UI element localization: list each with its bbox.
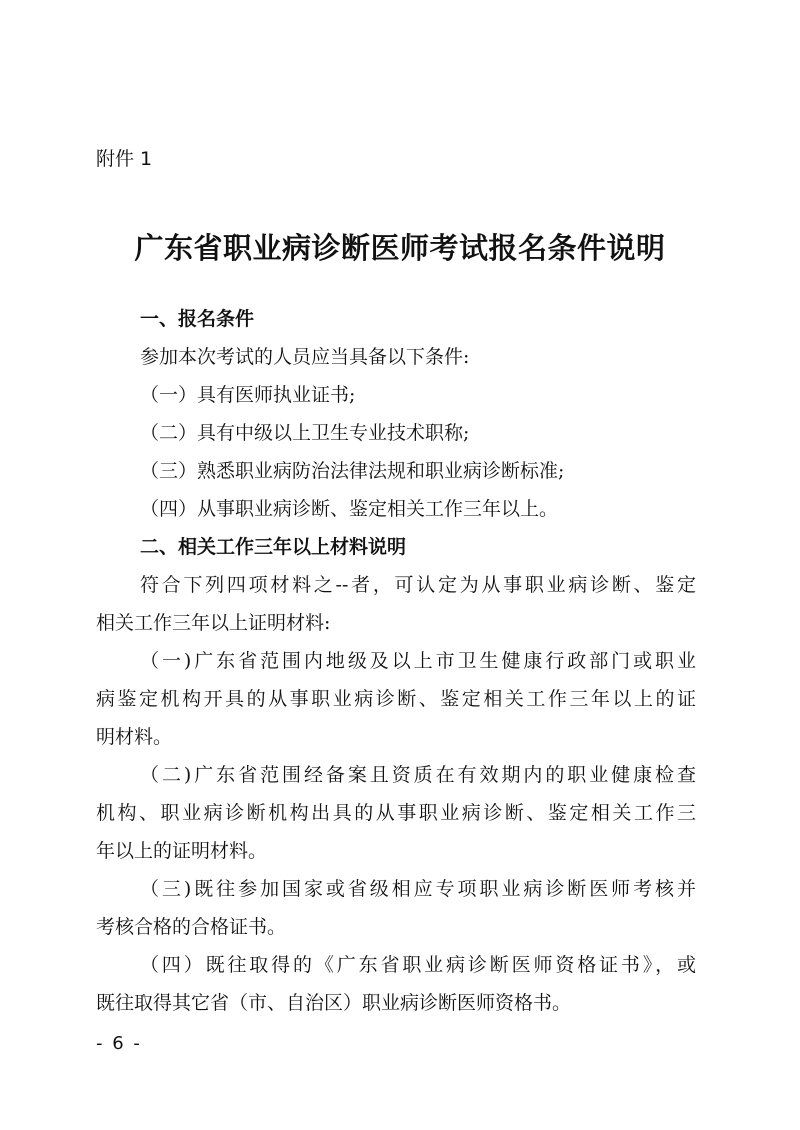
attachment-label: 附件 1	[96, 148, 153, 170]
material-2-line-2: 机构、职业病诊断机构出具的从事职业病诊断、鉴定相关工作三	[96, 802, 696, 824]
section2-intro-line-1: 符合下列四项材料之--者，可认定为从事职业病诊断、鉴定	[140, 574, 696, 596]
condition-item-4: （四）从事职业病诊断、鉴定相关工作三年以上。	[140, 498, 559, 520]
condition-item-1: （一）具有医师执业证书;	[140, 384, 356, 406]
page-number: - 6 -	[96, 1033, 142, 1054]
section2-heading: 二、相关工作三年以上材料说明	[140, 536, 407, 558]
material-3-line-1: （三)既往参加国家或省级相应专项职业病诊断医师考核并	[140, 878, 696, 900]
material-3-line-2: 考核合格的合格证书。	[96, 916, 287, 938]
material-1-line-1: （一)广东省范围内地级及以上市卫生健康行政部门或职业	[140, 650, 696, 672]
material-4-line-2: 既往取得其它省（市、自治区）职业病诊断医师资格书。	[96, 992, 572, 1014]
material-1-line-2: 病鉴定机构开具的从事职业病诊断、鉴定相关工作三年以上的证	[96, 688, 696, 710]
section1-heading: 一、报名条件	[140, 308, 255, 330]
material-2-line-1: （二)广东省范围经备案且资质在有效期内的职业健康检查	[140, 764, 696, 786]
material-2-line-3: 年以上的证明材料。	[96, 840, 268, 862]
condition-item-2: （二）具有中级以上卫生专业技术职称;	[140, 422, 470, 444]
section1-intro: 参加本次考试的人员应当具备以下条件:	[140, 346, 470, 368]
condition-item-3: （三）熟悉职业病防治法律法规和职业病诊断标准;	[140, 460, 565, 482]
material-1-line-3: 明材料。	[96, 726, 173, 748]
document-title: 广东省职业病诊断医师考试报名条件说明	[134, 231, 666, 265]
section2-intro-line-2: 相关工作三年以上证明材料:	[96, 612, 331, 634]
material-4-line-1: （四）既往取得的《广东省职业病诊断医师资格证书》，或	[140, 954, 696, 976]
